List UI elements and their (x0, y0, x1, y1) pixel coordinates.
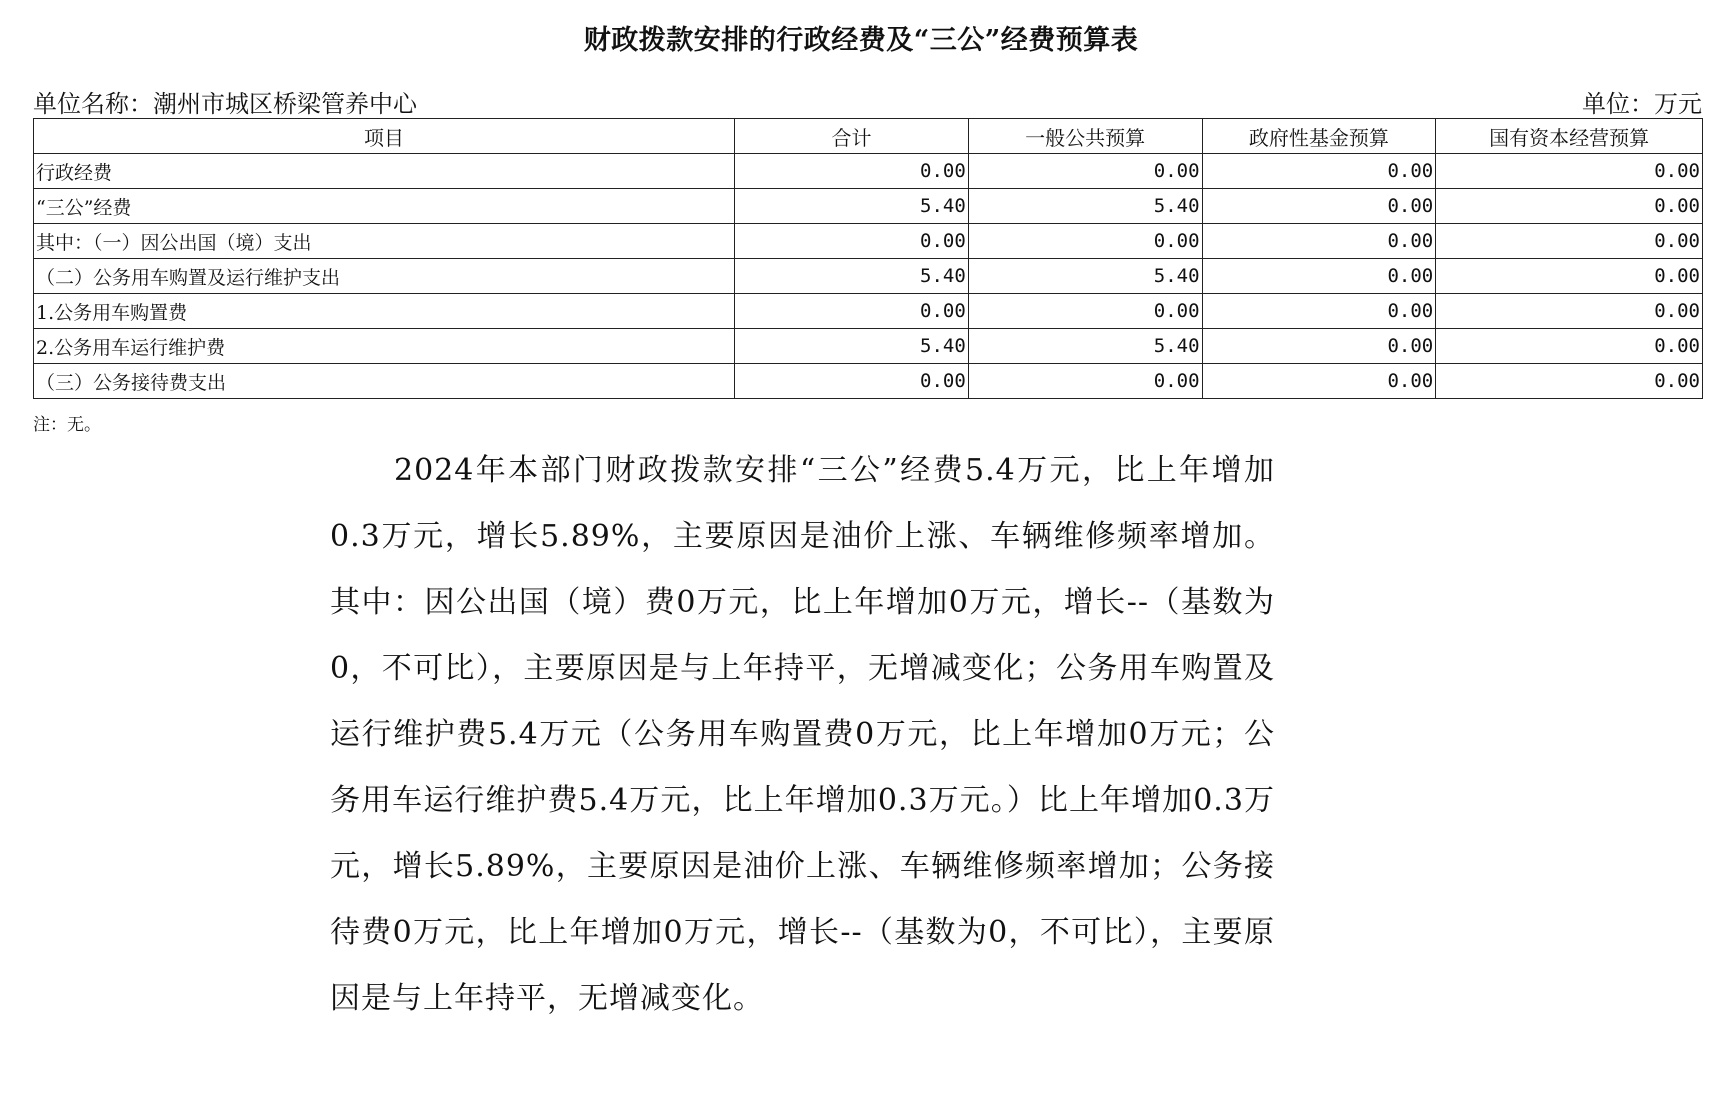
cell-capital-budget: 0.00 (1436, 189, 1703, 224)
cell-total: 0.00 (735, 294, 969, 329)
header-general-budget: 一般公共预算 (968, 119, 1202, 154)
cell-fund-budget: 0.00 (1202, 189, 1436, 224)
cell-capital-budget: 0.00 (1436, 329, 1703, 364)
cell-fund-budget: 0.00 (1202, 224, 1436, 259)
cell-capital-budget: 0.00 (1436, 224, 1703, 259)
table-note: 注：无。 (33, 415, 101, 435)
cell-fund-budget: 0.00 (1202, 364, 1436, 399)
cell-total: 0.00 (735, 154, 969, 189)
cell-capital-budget: 0.00 (1436, 154, 1703, 189)
unit-name: 单位名称：潮州市城区桥梁管养中心 (33, 90, 417, 118)
budget-table (33, 118, 1703, 399)
cell-fund-budget: 0.00 (1202, 259, 1436, 294)
cell-general-budget: 5.40 (968, 189, 1202, 224)
cell-capital-budget: 0.00 (1436, 364, 1703, 399)
row-label: 1.公务用车购置费 (34, 294, 735, 329)
page-title: 财政拨款安排的行政经费及“三公”经费预算表 (583, 25, 1139, 56)
row-label: （三）公务接待费支出 (34, 364, 735, 399)
cell-total: 5.40 (735, 329, 969, 364)
cell-general-budget: 5.40 (968, 329, 1202, 364)
table-row (34, 364, 1703, 399)
table-header-row (34, 119, 1703, 154)
header-capital-budget: 国有资本经营预算 (1436, 119, 1703, 154)
cell-general-budget: 5.40 (968, 259, 1202, 294)
table-row (34, 294, 1703, 329)
cell-capital-budget: 0.00 (1436, 259, 1703, 294)
cell-general-budget: 0.00 (968, 224, 1202, 259)
cell-total: 5.40 (735, 259, 969, 294)
table-row (34, 329, 1703, 364)
cell-fund-budget: 0.00 (1202, 329, 1436, 364)
cell-fund-budget: 0.00 (1202, 154, 1436, 189)
cell-general-budget: 0.00 (968, 154, 1202, 189)
table-row (34, 224, 1703, 259)
cell-total: 0.00 (735, 364, 969, 399)
header-fund-budget: 政府性基金预算 (1202, 119, 1436, 154)
cell-total: 5.40 (735, 189, 969, 224)
header-total: 合计 (735, 119, 969, 154)
table-row (34, 189, 1703, 224)
cell-capital-budget: 0.00 (1436, 294, 1703, 329)
cell-fund-budget: 0.00 (1202, 294, 1436, 329)
cell-total: 0.00 (735, 224, 969, 259)
explanation-paragraph: 2024年本部门财政拨款安排“三公”经费5.4万元，比上年增加0.3万元，增长5.89%，主要原因是油价上涨、车辆维修频率增加。其中：因公出国（境）费0万元，比上年增加0万元，增长--（基数为0，不可比），主要原因是与上年持平，无增减变化；公务用车购置及运行维护费5.4万元（公务用车购置费0万元，比上年增加0万元；公务用车运行维护费5.4万元，比上年增加0.3万元。）比上年增加0.3万元，增长5.89%，主要原因是油价上涨、车辆维修频率增加；公务接待费0万元，比上年增加0万元，增长--（基数为0，不可比），主要原因是与上年持平，无增减变化。 (330, 453, 1275, 1016)
cell-general-budget: 0.00 (968, 294, 1202, 329)
row-label: （二）公务用车购置及运行维护支出 (34, 259, 735, 294)
header-item: 项目 (34, 119, 735, 154)
table-row (34, 154, 1703, 189)
row-label: 其中：（一）因公出国（境）支出 (34, 224, 735, 259)
row-label: 2.公务用车运行维护费 (34, 329, 735, 364)
table-row (34, 259, 1703, 294)
cell-general-budget: 0.00 (968, 364, 1202, 399)
unit-label: 单位：万元 (1582, 90, 1702, 118)
row-label: “三公”经费 (34, 189, 735, 224)
row-label: 行政经费 (34, 154, 735, 189)
